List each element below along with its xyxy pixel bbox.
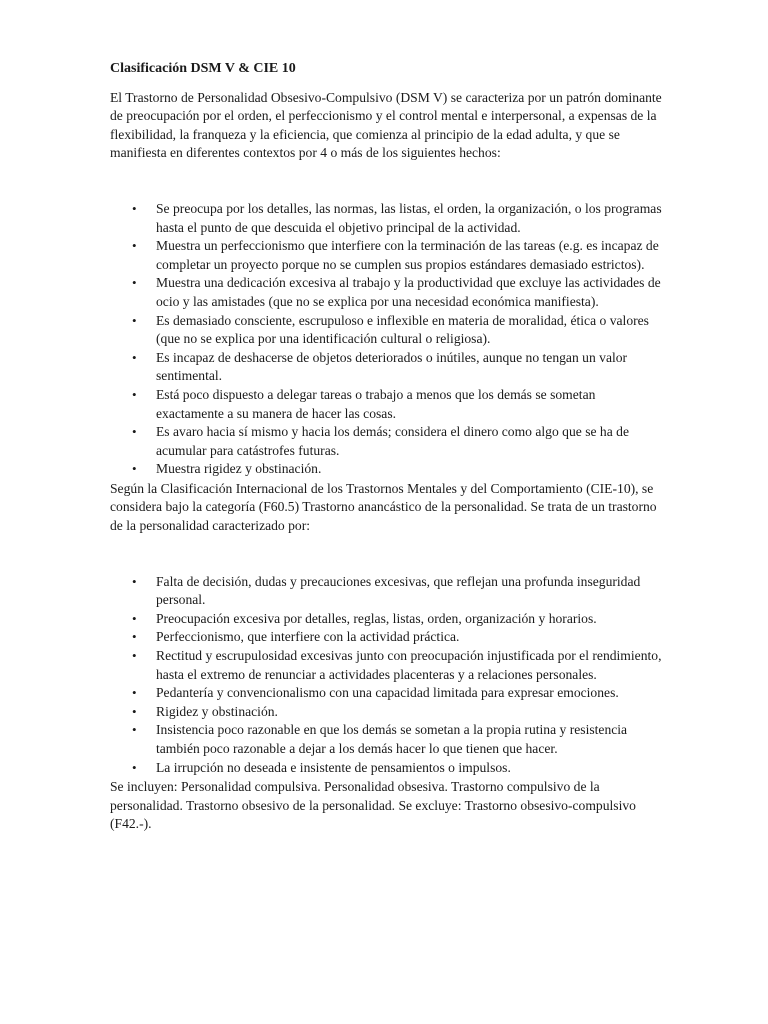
bullet-icon: • xyxy=(132,312,137,328)
bullet-icon: • xyxy=(132,573,137,589)
list-item: • Rigidez y obstinación. xyxy=(110,703,662,722)
bullet-icon: • xyxy=(132,648,137,664)
bullet-icon: • xyxy=(132,424,137,440)
list-item: • Muestra rigidez y obstinación. xyxy=(110,460,662,479)
bullet-icon: • xyxy=(132,200,137,216)
bullet-icon: • xyxy=(132,722,137,738)
bullet-icon: • xyxy=(132,386,137,402)
list-item: • Es avaro hacia sí mismo y hacia los demás; considera el dinero como algo que se ha de acumular para catástrofes futuras. xyxy=(132,424,629,458)
bullet-icon: • xyxy=(132,275,137,291)
intro-paragraph: El Trastorno de Personalidad Obsesivo-Compulsivo (DSM V) se caracteriza por un patrón dominante de preocupación por el orden, el perfeccionismo y el control mental e interpersonal, a expensas de la flexibilidad, la franqueza y la eficiencia, que comienza al principio de la edad adulta, y que se manifiesta en diferentes contextos por 4 o más de los siguientes hechos: xyxy=(110,89,662,161)
list-item: • Muestra una dedicación excesiva al trabajo y la productividad que excluye las actividades de ocio y las amistades (que no se explica por una necesidad económica manifiesta). xyxy=(132,275,661,309)
bullet-icon: • xyxy=(132,461,137,477)
list-item: • Rectitud y escrupulosidad excesivas junto con preocupación injustificada por el rendimiento, hasta el extremo de renunciar a actividades placenteras y a relaciones personales. xyxy=(132,648,662,682)
document-page xyxy=(110,60,662,834)
list-item: • Es incapaz de deshacerse de objetos deteriorados o inútiles, aunque no tengan un valor sentimental. xyxy=(132,349,628,384)
bullet-icon: • xyxy=(132,238,137,254)
bullet-icon: • xyxy=(132,685,137,701)
list-item: • Insistencia poco razonable en que los demás se sometan a la propia rutina y resistencia también poco razonable a dejar a los demás hacer lo que tienen que hacer. xyxy=(132,722,628,756)
bullet-icon: • xyxy=(132,703,137,719)
document-title: Clasificación DSM V & CIE 10 xyxy=(110,61,296,76)
bullet-icon: • xyxy=(132,610,137,626)
list-item: • Está poco dispuesto a delegar tareas o trabajo a menos que los demás se sometan exactamente a su manera de hacer las cosas. xyxy=(132,386,596,421)
list-item: • Preocupación excesiva por detalles, reglas, listas, orden, organización y horarios. xyxy=(110,610,662,629)
list-item: • Se preocupa por los detalles, las normas, las listas, el orden, la organización, o los programas hasta el punto de que descuida el objetivo principal de la actividad. xyxy=(132,200,662,235)
bullet-icon: • xyxy=(132,349,137,365)
list-item: • Pedantería y convencionalismo con una capacidad limitada para expresar emociones. xyxy=(110,684,662,703)
bullet-icon: • xyxy=(132,629,137,645)
list-item: • La irrupción no deseada e insistente de pensamientos o impulsos. xyxy=(110,759,662,778)
list-item: • Falta de decisión, dudas y precauciones excesivas, que reflejan una profunda inseguridad personal. xyxy=(132,573,641,608)
closing-paragraph: Se incluyen: Personalidad compulsiva. Personalidad obsesiva. Trastorno compulsivo de la personalidad. Trastorno obsesivo de la personalidad. Se excluye: Trastorno obsesivo-compulsivo (F42.-). xyxy=(110,779,636,832)
bullet-icon: • xyxy=(132,759,137,775)
cie-intro-paragraph: Según la Clasificación Internacional de los Trastornos Mentales y del Comportamiento (CIE-10), se considera bajo la categoría (F60.5) Trastorno anancástico de la personalidad. Se trata de un trastorno de la personalidad caracterizado por: xyxy=(110,480,657,534)
list-item: • Es demasiado consciente, escrupuloso e inflexible en materia de moralidad, ética o valores (que no se explica por una identificación cultural o religiosa). xyxy=(132,312,649,347)
list-item: • Perfeccionismo, que interfiere con la actividad práctica. xyxy=(110,628,662,647)
dsm-criteria-list xyxy=(110,200,662,479)
cie-criteria-list xyxy=(110,573,662,778)
list-item: • Muestra un perfeccionismo que interfiere con la terminación de las tareas (e.g. es incapaz de completar un proyecto porque no se cumplen sus propios estándares demasiado estrictos). xyxy=(132,238,659,272)
